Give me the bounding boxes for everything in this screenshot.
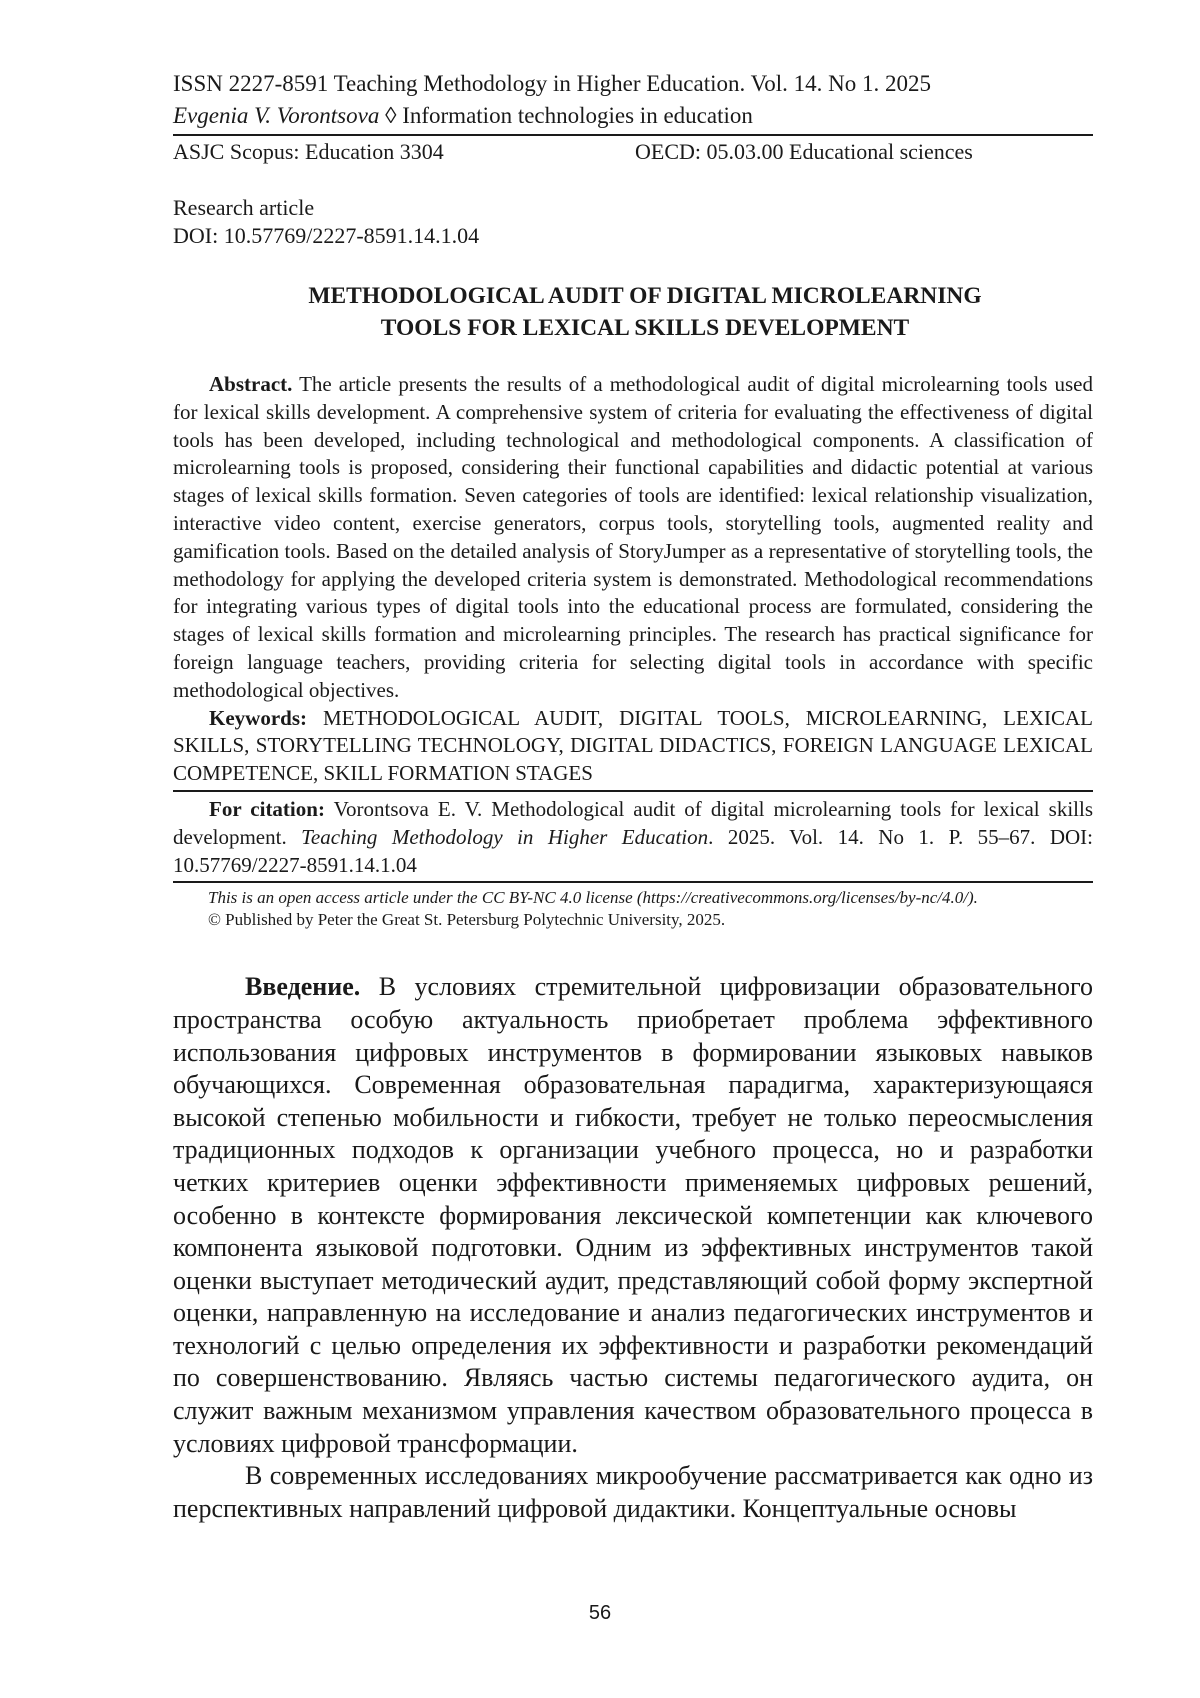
header-rule (173, 134, 1093, 136)
abstract-block (173, 371, 1093, 883)
article-title (173, 280, 1093, 344)
running-head (173, 100, 1093, 132)
citation-text: Vorontsova E. V. Methodological audit of digital microlearning tools for lexical skills development. (173, 796, 1093, 849)
section-name: ◊ Information technologies in education (379, 103, 753, 128)
keywords (173, 705, 1093, 788)
title-line-1: METHODOLOGICAL AUDIT OF DIGITAL MICROLEARNING (308, 283, 982, 309)
classification-row (173, 138, 1093, 166)
license-note: This is an open access article under the CC BY-NC 4.0 license (https://creativecommons.org/licenses/by-nc/4.0/). (208, 888, 978, 908)
oecd-code: OECD: 05.03.00 Educational sciences (635, 139, 973, 164)
asjc-code: ASJC Scopus: Education 3304 (173, 139, 444, 164)
title-line-2: TOOLS FOR LEXICAL SKILLS DEVELOPMENT (380, 315, 910, 341)
article-page (173, 68, 1093, 1525)
article-doi: DOI: 10.57769/2227-8591.14.1.04 (173, 223, 480, 248)
keywords-text: METHODOLOGICAL AUDIT, DIGITAL TOOLS, MICROLEARNING, LEXICAL SKILLS, STORYTELLING TECHNOLOGY, DIGITAL DIDACTICS, FOREIGN LANGUAGE LEXICAL COMPETENCE, SKILL FORMATION STAGES (173, 705, 1093, 786)
intro-label: Введение. (245, 972, 361, 1002)
keywords-rule (173, 790, 1093, 792)
publisher-note: © Published by Peter the Great St. Petersburg Polytechnic University, 2025. (208, 910, 726, 930)
citation-details: . 2025. Vol. 14. No 1. P. 55–67. DOI: 10.57769/2227-8591.14.1.04 (173, 824, 1094, 877)
citation-journal: Teaching Methodology in Higher Education (301, 824, 709, 849)
abstract-label: Abstract. (209, 372, 293, 396)
license-block (173, 887, 1093, 931)
citation-label: For citation: (209, 796, 325, 821)
page-number: 56 (588, 1602, 612, 1624)
intro-text: В условиях стремительной цифровизации образовательного пространства особую актуальность приобретает проблема эффективного использования цифровых инструментов в формировании языковых навыков обучающихся. Современная образовательная парадигма, характеризующаяся высокой степенью мобильности и гибкости, требует не только переосмысления традиционных подходов к организации учебного процесса, но и разработки четких критериев оценки эффективности применяемых цифровых решений, особенно в контексте формирования лексической компетенции как ключевого компонента языковой подготовки. Одним из эффективных инструментов такой оценки выступает методический аудит, представляющий собой форму экспертной оценки, направленную на исследование и анализ педагогических инструментов и технологий с целью определения их эффективности и разработки рекомендаций по совершенствованию. Являясь частью системы педагогического аудита, он служит важным механизмом управления качеством образовательного процесса в условиях цифровой трансформации. (173, 972, 1093, 1458)
article-type: Research article (173, 195, 315, 220)
abstract (173, 371, 1093, 705)
keywords-label: Keywords: (209, 705, 307, 730)
author-name: Evgenia V. Vorontsova (173, 103, 380, 128)
abstract-text: The article presents the results of a methodological audit of digital microlearning tools used for lexical skills development. A comprehensive system of criteria for evaluating the effectiveness of digital tools has been developed, including technological and methodological components. A classification of microlearning tools is proposed, considering their functional capabilities and didactic potential at various stages of lexical skills formation. Seven categories of tools are identified: lexical relationship visualization, interactive video content, exercise generators, corpus tools, storytelling tools, augmented reality and gamification tools. Based on the detailed analysis of StoryJumper as a representative of storytelling tools, the methodology for applying the developed criteria system is demonstrated. Methodological recommendations for integrating various types of digital tools into the educational process are formulated, considering the stages of lexical skills formation and microlearning principles. The research has practical significance for foreign language teachers, providing criteria for selecting digital tools in accordance with specific methodological objectives. (173, 372, 1093, 702)
intro-paragraph (173, 971, 1093, 1460)
article-body (173, 971, 1093, 1525)
citation-rule (173, 881, 1093, 883)
second-paragraph: В современных исследованиях микрообучение рассматривается как одно из перспективных направлений цифровой дидактики. Концептуальные основы (173, 1461, 1093, 1523)
article-meta (173, 194, 1093, 250)
citation (173, 796, 1093, 879)
journal-header: ISSN 2227-8591 Teaching Methodology in Higher Education. Vol. 14. No 1. 2025 (173, 71, 931, 96)
